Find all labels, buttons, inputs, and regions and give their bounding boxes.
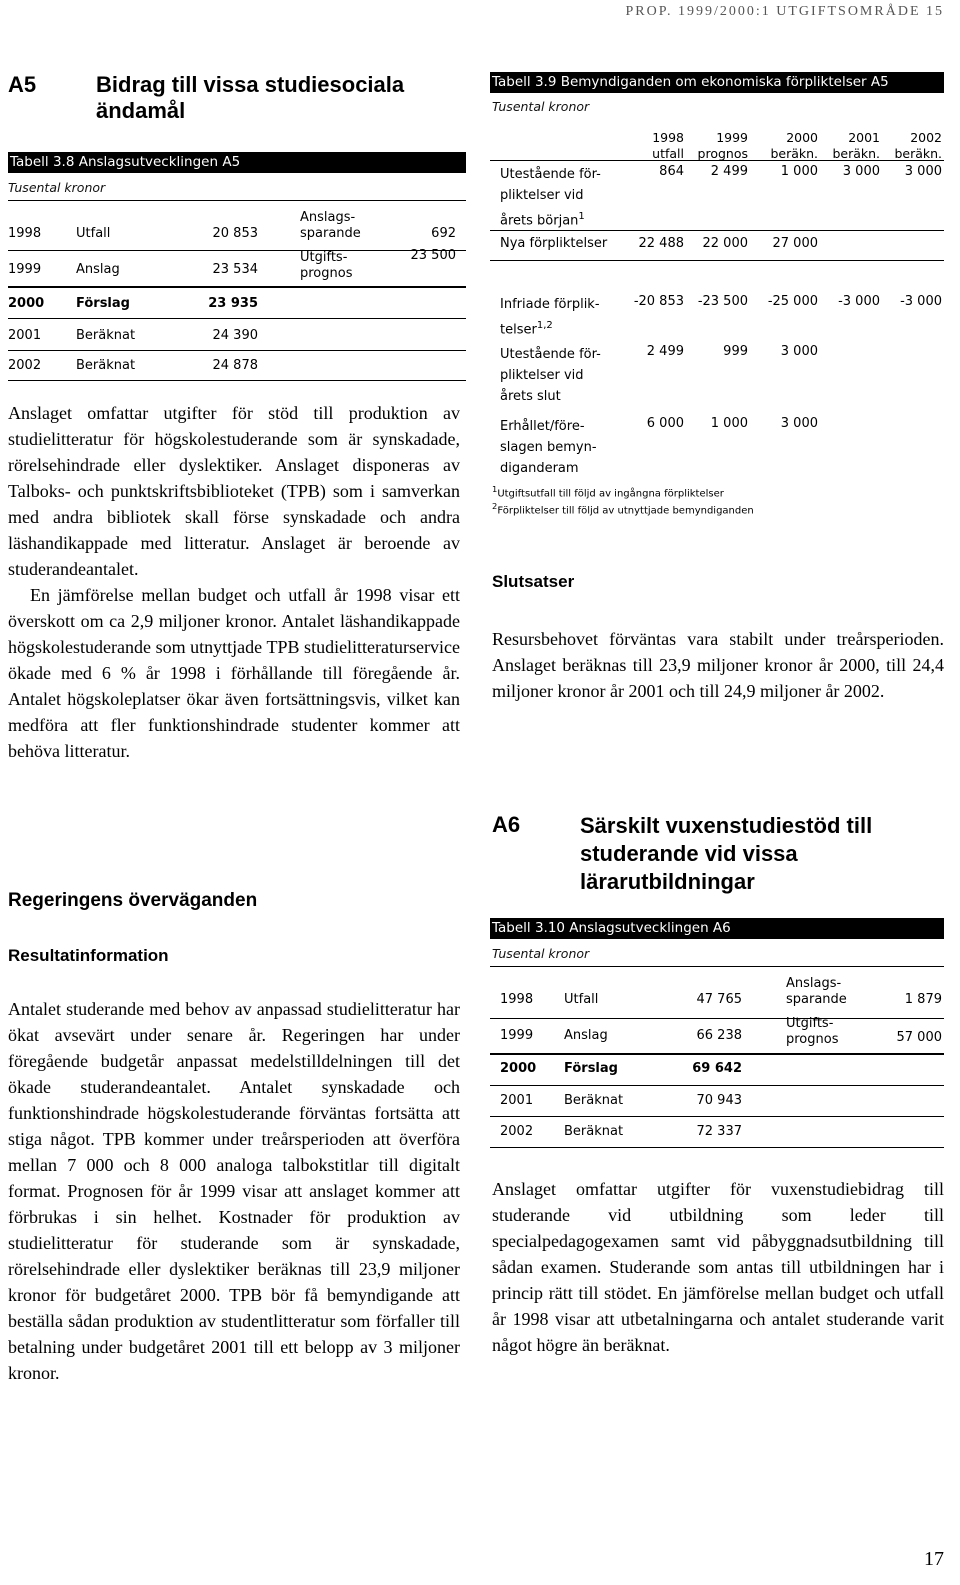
row-label-line: slagen bemyn- — [500, 440, 597, 455]
table-row-year: 1998 — [500, 992, 534, 1007]
table-cell: 27 000 — [772, 236, 818, 251]
table-row-year: 2000 — [500, 1061, 537, 1076]
table-divider — [490, 1116, 944, 1117]
column-header — [678, 130, 748, 162]
row-label-line: Utestående för- — [500, 347, 601, 362]
side-label-line: sparande — [786, 992, 847, 1007]
table-divider — [490, 230, 944, 231]
row-label-line: pliktelser vid — [500, 368, 584, 383]
row-label-text: telser — [500, 322, 537, 338]
footnote-text: Förpliktelser till följd av utnyttjade bemyndiganden — [497, 505, 754, 517]
side-label-line: Utgifts- — [300, 250, 348, 265]
table-cell: -3 000 — [900, 294, 942, 309]
table-divider — [490, 966, 944, 967]
section-title-a6: Särskilt vuxenstudiestöd till studerande vid vissa lärarutbildningar — [580, 813, 873, 894]
table-row-type: Beräknat — [564, 1093, 624, 1108]
a5-body-text — [8, 400, 460, 764]
slutsatser-text — [492, 626, 944, 704]
table-row-amount: 24 878 — [212, 358, 258, 373]
table-cell: -25 000 — [767, 294, 818, 309]
table-row-amount: 23 534 — [212, 262, 258, 277]
table-divider — [8, 318, 466, 319]
footnote-text: Utgiftsutfall till följd av ingångna förpliktelser — [497, 488, 724, 500]
heading-regeringens-overvaganden: Regeringens överväganden — [8, 890, 258, 911]
side-label-line: prognos — [786, 1032, 839, 1047]
table-divider — [8, 380, 466, 381]
side-label-anslagssparande — [786, 976, 847, 1008]
paragraph: Antalet studerande med behov av anpassad studielitteratur har ökat avsevärt under senare år. Regeringen har under föregående budgetår anpassat medelstilldelningen till det ökade studerandeantalet. Antalet synskadade och funktionshindrade högskolestuderande förväntas fortsätta att stiga något. TPB kommer under treårsperioden att överföra mellan 7 000 och 8 000 analoga talbokstitlar till digitalt format. Prognosen för år 1999 visar att anslaget kommer att förbrukas i sin helhet. Kostnader för produktion av studielitteratur för studerande som är synskadade, rörelsehindrade eller dyslektiker beräknas till 23,9 miljoner kronor för budgetåret 2000. TPB bör få bemyndigande att beställa sådan produktion av studentlitteratur som förfaller till betalning under budgetåret 2001 till ett belopp av 3 miljoner kronor. — [8, 999, 460, 1383]
table-divider — [8, 200, 466, 201]
table-row-type: Utfall — [564, 992, 599, 1007]
t39-row-label — [500, 164, 601, 231]
table-cell: 3 000 — [904, 164, 942, 179]
column-year: 2002 — [910, 130, 942, 145]
table-row-year: 1999 — [8, 262, 42, 277]
side-label-line: Utgifts- — [786, 1016, 834, 1031]
table-divider — [490, 260, 944, 261]
footnote-mark: 2 — [492, 501, 498, 511]
paragraph: Resursbehovet förväntas vara stabilt under treårsperioden. Anslaget beräknas till 23,9 miljoner kronor år 2000, till 24,4 miljoner kronor år 2001 och till 24,9 miljoner år 2002. — [492, 629, 944, 701]
table-row-amount: 70 943 — [696, 1093, 742, 1108]
table-row-year: 1999 — [500, 1028, 534, 1043]
table-row-year: 2001 — [500, 1093, 534, 1108]
section-code-a6: A6 — [492, 812, 521, 837]
side-label-line: sparande — [300, 226, 361, 241]
column-header — [748, 130, 818, 162]
side-label-utgiftsprognos — [786, 1016, 838, 1048]
table-cell: 2 499 — [710, 164, 748, 179]
side-value-anslagssparande: 692 — [431, 226, 456, 241]
table-3-10-unit: Tusental kronor — [492, 946, 590, 961]
side-value-utgiftsprognos: 23 500 — [410, 248, 456, 263]
table-3-9-unit: Tusental kronor — [492, 99, 590, 114]
table-cell: 999 — [723, 344, 748, 359]
table-divider — [490, 1053, 944, 1055]
side-label-anslagssparande — [300, 210, 361, 242]
running-header: PROP. 1999/2000:1 UTGIFTSOMRÅDE 15 — [625, 4, 944, 19]
row-label-line — [500, 206, 601, 231]
heading-resultatinformation: Resultatinformation — [8, 946, 169, 965]
footnote-ref: 1 — [578, 211, 585, 222]
table-row-type: Utfall — [76, 226, 111, 241]
table-row-type: Beräknat — [564, 1124, 624, 1139]
column-status: prognos — [697, 146, 748, 161]
table-row-type: Anslag — [76, 262, 120, 277]
row-label-text: årets början — [500, 213, 579, 229]
table-cell: -20 853 — [633, 294, 684, 309]
footnote-mark: 1 — [492, 484, 498, 494]
footnote-2 — [492, 501, 754, 516]
table-3-9-label: Tabell 3.9 Bemyndiganden om ekonomiska förpliktelser A5 — [490, 72, 944, 93]
table-row-year: 1998 — [8, 226, 42, 241]
side-value-utgiftsprognos: 57 000 — [896, 1030, 942, 1045]
table-cell: 864 — [659, 164, 684, 179]
table-3-10-label: Tabell 3.10 Anslagsutvecklingen A6 — [490, 918, 944, 939]
column-year: 2001 — [848, 130, 880, 145]
a6-body-text — [492, 1176, 944, 1358]
row-label-line: diganderam — [500, 461, 579, 476]
table-row-amount: 24 390 — [212, 328, 258, 343]
side-label-line: prognos — [300, 266, 353, 281]
table-row-year: 2002 — [8, 358, 42, 373]
table-3-8-unit: Tusental kronor — [8, 180, 106, 195]
column-year: 1999 — [716, 130, 748, 145]
table-row-year: 2001 — [8, 328, 42, 343]
section-title-a5: Bidrag till vissa studiesociala ändamål — [96, 72, 405, 123]
column-year: 1998 — [652, 130, 684, 145]
table-row-type: Beräknat — [76, 358, 136, 373]
table-cell: 3 000 — [842, 164, 880, 179]
table-cell: -3 000 — [838, 294, 880, 309]
side-label-line: Anslags- — [786, 976, 842, 991]
table-cell: 1 000 — [710, 416, 748, 431]
paragraph: En jämförelse mellan budget och utfall år 1998 visar ett överskott om ca 2,9 miljoner kronor. Antalet läshandikappade högskolestuderande som utnyttjade TPB studielitteraturservice ökade med 6 % år 1998 i förhållande till föregående år. Antalet högskoleplatser ökar även fortsättningsvis, vilket kan medföra att fler funktionshindrade studenter kommer att behöva litteratur. — [8, 585, 460, 761]
column-status: beräkn. — [832, 146, 880, 161]
page-number: 17 — [924, 1548, 944, 1570]
column-status: beräkn. — [770, 146, 818, 161]
table-divider — [490, 1018, 944, 1019]
paragraph: Anslaget omfattar utgifter för vuxenstudiebidrag till studerande vid utbildning som leder till specialpedagogexamen samt vid påbyggnadsutbildning till sådan examen. Studerande som antas till utbildningen har i princip rätt till stödet. En jämförelse mellan budget och utfall år 1998 visar att utbetalningarna och antalet studerande varit något högre än beräknat. — [492, 1179, 944, 1355]
table-row-type: Förslag — [564, 1061, 618, 1076]
heading-slutsatser: Slutsatser — [492, 572, 575, 591]
table-divider — [490, 1085, 944, 1086]
a5-resultat-text — [8, 996, 460, 1386]
table-row-amount: 23 935 — [208, 296, 258, 311]
row-label-line: Utestående för- — [500, 167, 601, 182]
table-row-type: Beräknat — [76, 328, 136, 343]
t39-row-label: Nya förpliktelser — [500, 236, 608, 251]
footnote-ref: 1,2 — [536, 320, 553, 331]
column-header — [818, 130, 880, 162]
table-row-amount: 20 853 — [212, 226, 258, 241]
table-row-year: 2000 — [8, 296, 45, 311]
table-cell: 22 488 — [638, 236, 684, 251]
column-status: beräkn. — [894, 146, 942, 161]
row-label-line: årets slut — [500, 389, 561, 404]
table-3-8-label: Tabell 3.8 Anslagsutvecklingen A5 — [8, 152, 466, 173]
table-divider — [490, 1147, 944, 1148]
row-label-line: pliktelser vid — [500, 188, 584, 203]
table-divider — [490, 160, 944, 161]
footnote-1 — [492, 484, 724, 499]
t39-row-label — [500, 294, 600, 340]
table-divider — [8, 286, 466, 288]
column-header — [612, 130, 684, 162]
table-row-amount: 69 642 — [692, 1061, 742, 1076]
table-cell: 3 000 — [780, 344, 818, 359]
table-cell: 22 000 — [702, 236, 748, 251]
table-cell: 6 000 — [646, 416, 684, 431]
table-row-amount: 72 337 — [696, 1124, 742, 1139]
table-divider — [8, 350, 466, 351]
table-row-amount: 47 765 — [696, 992, 742, 1007]
column-header — [880, 130, 942, 162]
side-value-anslagssparande: 1 879 — [904, 992, 942, 1007]
table-row-year: 2002 — [500, 1124, 534, 1139]
table-cell: -23 500 — [697, 294, 748, 309]
table-row-amount: 66 238 — [696, 1028, 742, 1043]
table-cell: 3 000 — [780, 416, 818, 431]
row-label-line — [500, 315, 600, 340]
side-label-utgiftsprognos — [300, 250, 352, 282]
side-label-line: Anslags- — [300, 210, 356, 225]
row-label-line: Erhållet/före- — [500, 419, 585, 434]
table-row-type: Förslag — [76, 296, 130, 311]
paragraph: Anslaget omfattar utgifter för stöd till produktion av studielitteratur för högskolestuderande som är synskadade, rörelsehindrade eller dyslektiker. Anslaget disponeras av Talboks- och punktskriftsbiblioteket (TPB) som i samverkan med andra bibliotek skall förse synskadade och andra läshandikappade med litteratur. Anslaget är beroende av studerandeantalet. — [8, 403, 460, 579]
row-label-line: Infriade förplik- — [500, 297, 600, 312]
section-code-a5: A5 — [8, 72, 37, 97]
table-cell: 1 000 — [780, 164, 818, 179]
table-cell: 2 499 — [646, 344, 684, 359]
column-status: utfall — [652, 146, 684, 161]
column-year: 2000 — [786, 130, 818, 145]
table-row-type: Anslag — [564, 1028, 608, 1043]
t39-row-label — [500, 344, 601, 407]
t39-row-label — [500, 416, 597, 479]
